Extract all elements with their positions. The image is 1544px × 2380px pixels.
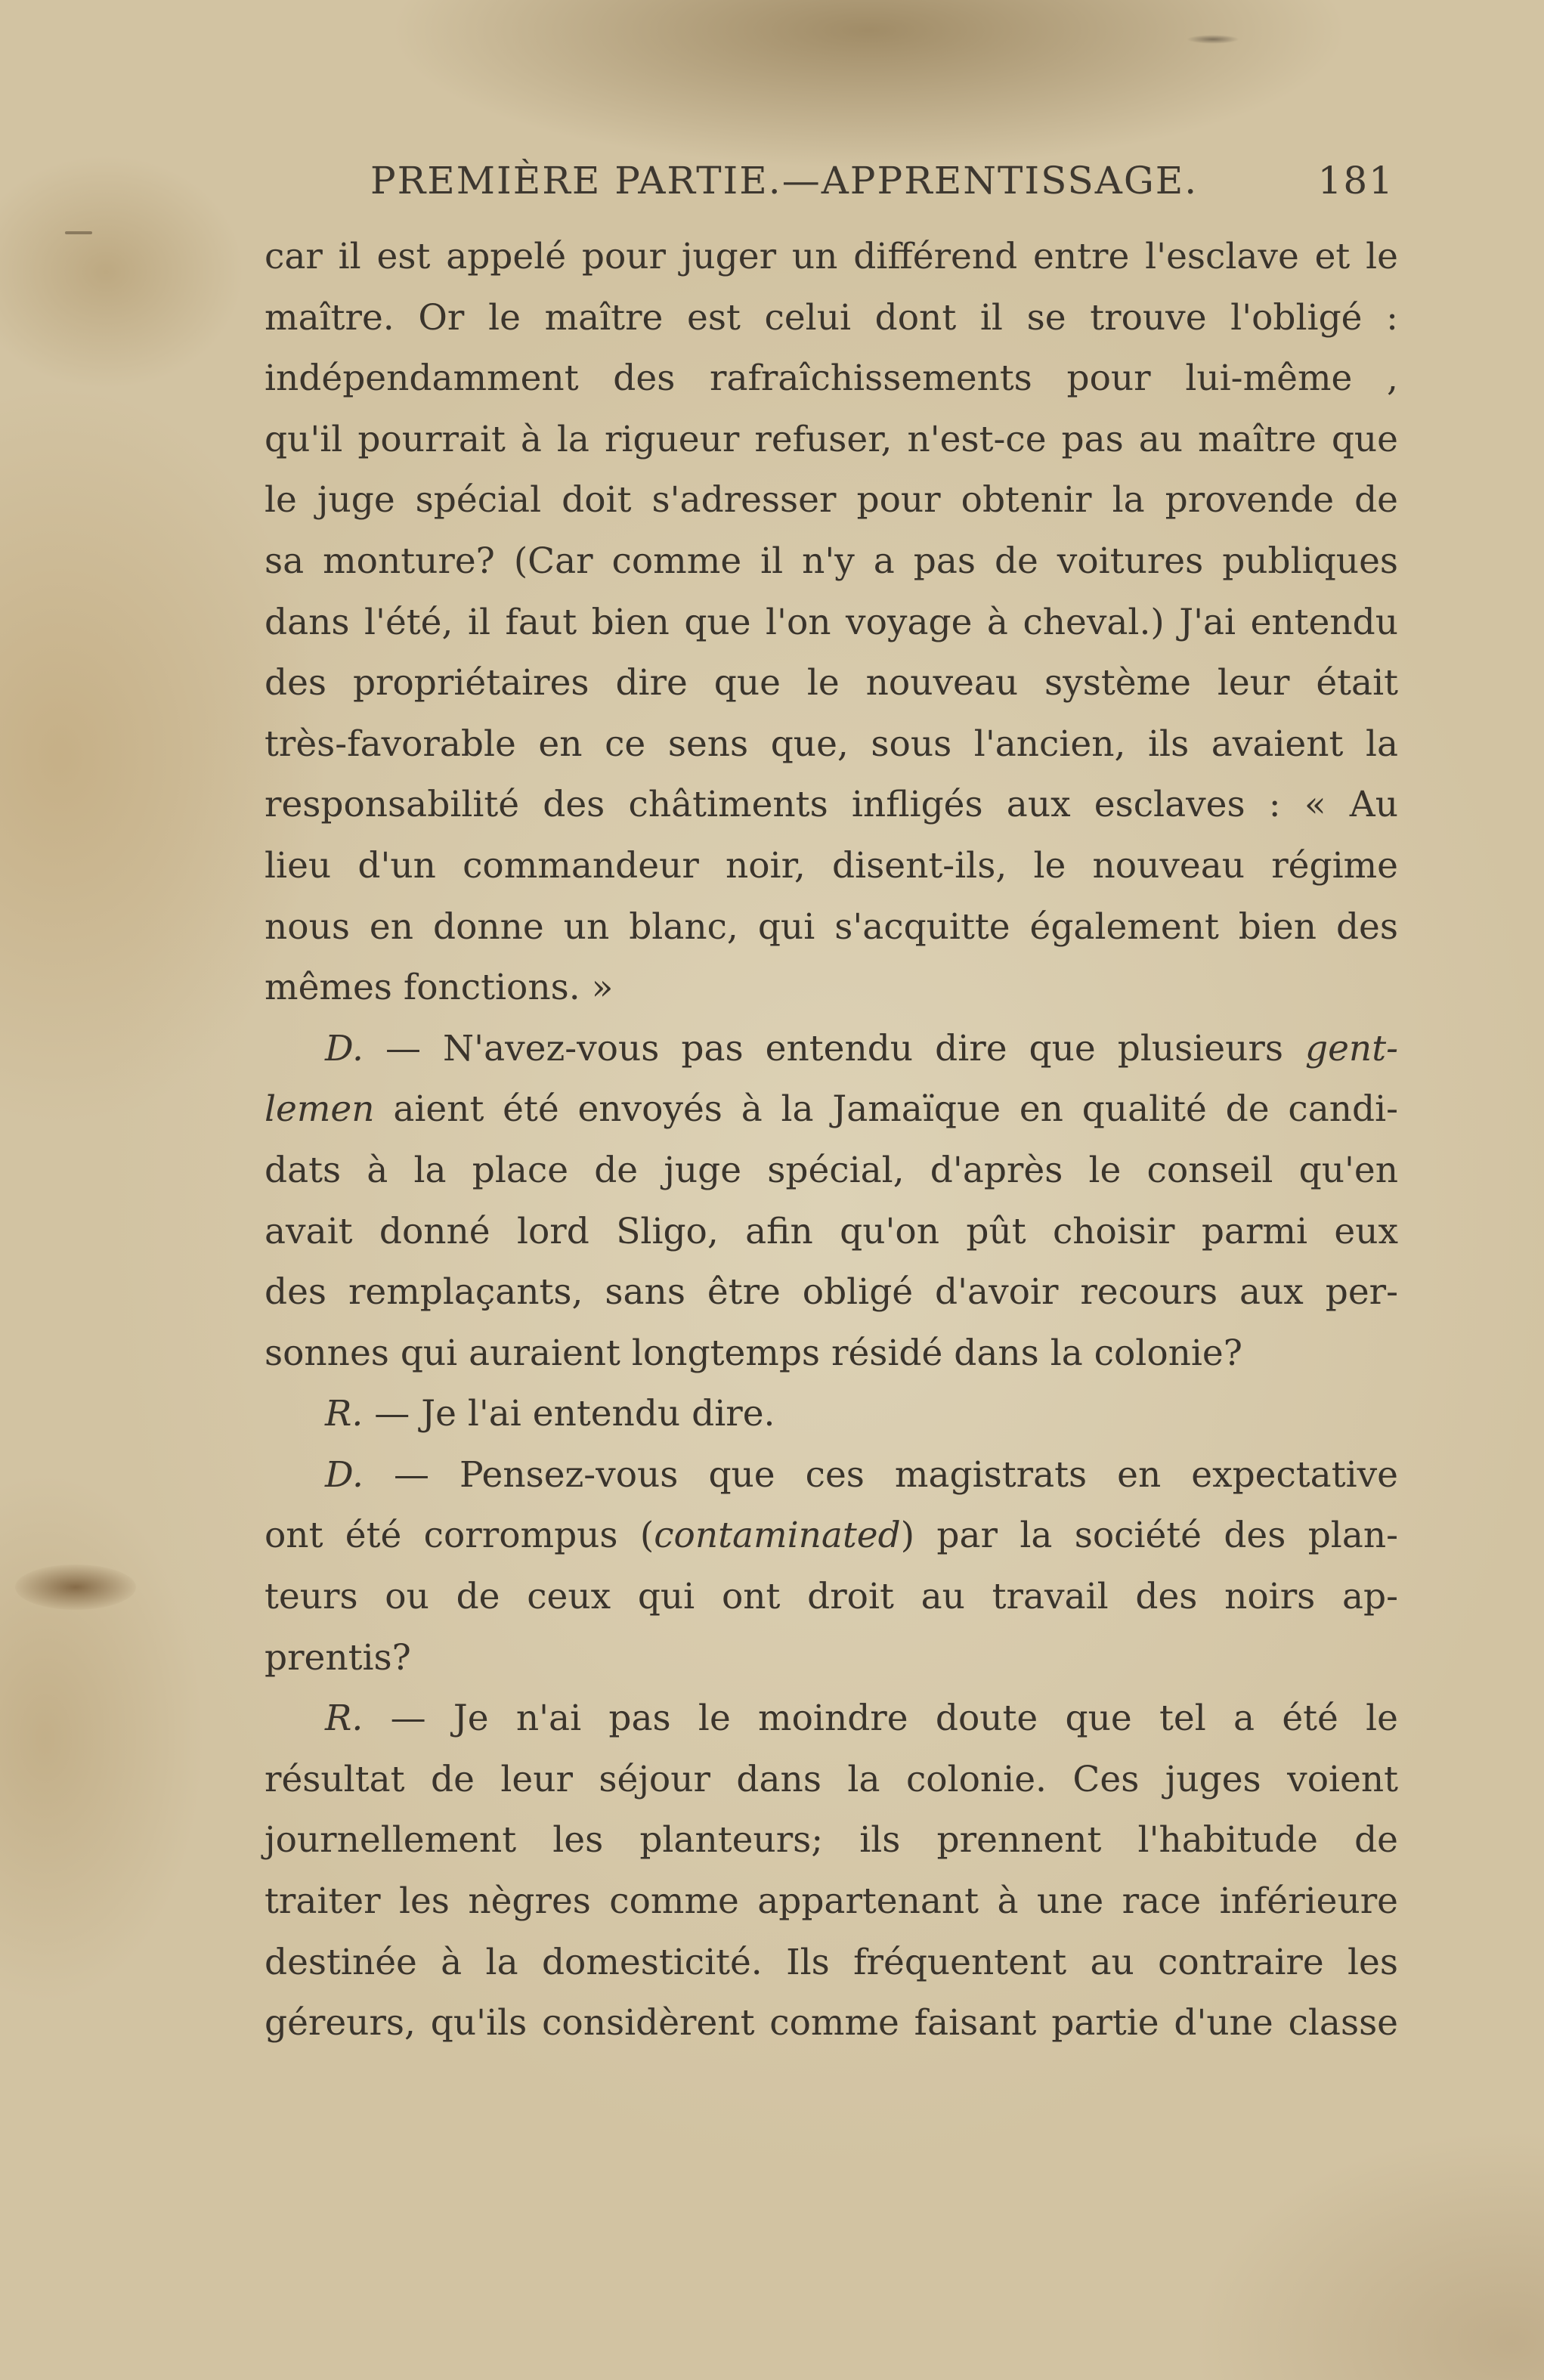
- italic-term: lemen: [265, 1088, 375, 1131]
- text-line: [265, 1506, 1398, 1567]
- text-segment: — N'avez-vous pas entendu dire que plusieurs: [385, 1027, 1283, 1069]
- text-line: journellement les planteurs; ils prennent l'habitude de: [265, 1819, 1398, 1862]
- page-number: 181: [1317, 159, 1394, 203]
- text-line: qu'il pourrait à la rigueur refuser, n'est-ce pas au maître que: [265, 418, 1398, 460]
- text-line: avait donné lord Sligo, afin qu'on pût choisir parmi eux: [265, 1210, 1398, 1252]
- margin-mark: [65, 231, 92, 234]
- text-line: nous en donne un blanc, qui s'acquitte également bien des: [265, 905, 1398, 948]
- speaker-label: D.: [325, 1453, 364, 1496]
- text-line: très-favorable en ce sens que, sous l'ancien, ils avaient la: [265, 723, 1398, 765]
- answer-line: [265, 1688, 1398, 1750]
- speaker-label: D.: [325, 1027, 364, 1069]
- text-line: sa monture? (Car comme il n'y a pas de voitures publiques: [265, 540, 1398, 582]
- speaker-label: R.: [325, 1698, 364, 1740]
- speaker-label: R.: [325, 1393, 364, 1435]
- text-line: traiter les nègres comme appartenant à une race inférieure: [265, 1880, 1398, 1923]
- text-line: teurs ou de ceux qui ont droit au travail des noirs ap-: [265, 1576, 1398, 1618]
- text-line: [265, 1079, 1398, 1140]
- text-segment: ) par la société des plan-: [900, 1515, 1398, 1557]
- text-segment: — Pensez-vous que ces magistrats en expectative: [393, 1453, 1398, 1496]
- italic-term: gent-: [1305, 1027, 1398, 1069]
- text-line: le juge spécial doit s'adresser pour obtenir la provende de: [265, 479, 1398, 521]
- text-segment: aient été envoyés à la Jamaïque en qualité de candi-: [393, 1088, 1398, 1131]
- text-line: lieu d'un commandeur noir, disent-ils, le nouveau régime: [265, 844, 1398, 887]
- text-line: dats à la place de juge spécial, d'après le conseil qu'en: [265, 1149, 1398, 1191]
- running-header: [370, 159, 1394, 219]
- text-line: géreurs, qu'ils considèrent comme faisant partie d'une classe: [265, 2002, 1398, 2044]
- body-text: [265, 227, 1398, 2054]
- text-segment: — Je l'ai entendu dire.: [374, 1393, 775, 1435]
- running-title: PREMIÈRE PARTIE.—APPRENTISSAGE.: [370, 159, 1199, 203]
- question-line: [265, 1019, 1398, 1080]
- answer-line: [265, 1384, 1398, 1445]
- text-line: car il est appelé pour juger un différend entre l'esclave et le: [265, 236, 1398, 277]
- italic-term: contaminated: [654, 1515, 901, 1557]
- text-line: destinée à la domesticité. Ils fréquentent au contraire les: [265, 1941, 1398, 1983]
- text-segment: — Je n'ai pas le moindre doute que tel a été le: [390, 1698, 1398, 1740]
- text-line: prentis?: [265, 1636, 411, 1679]
- text-segment: ont été corrompus (: [265, 1515, 654, 1557]
- text-line: des remplaçants, sans être obligé d'avoir recours aux per-: [265, 1271, 1398, 1314]
- text-line: résultat de leur séjour dans la colonie. Ces juges voient: [265, 1758, 1398, 1800]
- text-line: responsabilité des châtiments infligés aux esclaves : « Au: [265, 784, 1398, 826]
- text-line: dans l'été, il faut bien que l'on voyage à cheval.) J'ai entendu: [265, 601, 1398, 643]
- text-line: sonnes qui auraient longtemps résidé dans la colonie?: [265, 1332, 1242, 1374]
- paper-stain: [15, 1564, 136, 1610]
- question-line: [265, 1445, 1398, 1506]
- text-line: mêmes fonctions. »: [265, 967, 614, 1009]
- text-line: maître. Or le maître est celui dont il se trouve l'obligé :: [265, 296, 1398, 339]
- text-line: indépendamment des rafraîchissements pour lui-même ,: [265, 357, 1398, 400]
- text-line: des propriétaires dire que le nouveau système leur était: [265, 662, 1398, 704]
- ink-smudge: [1187, 35, 1239, 44]
